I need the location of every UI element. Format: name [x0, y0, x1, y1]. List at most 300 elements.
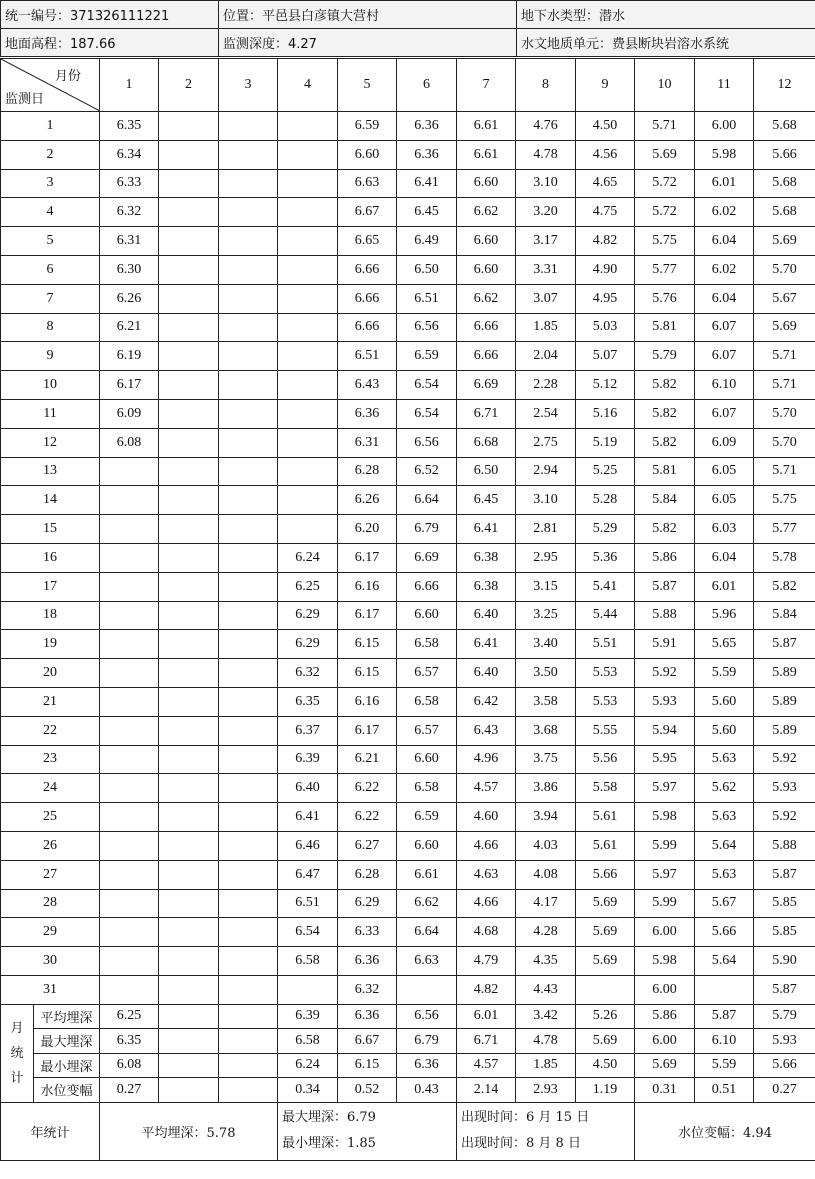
depth-cell: 5.77 — [635, 255, 695, 284]
depth-cell: 6.79 — [397, 515, 457, 544]
depth-cell: 6.36 — [397, 140, 457, 169]
depth-cell: 6.58 — [397, 774, 457, 803]
depth-cell — [278, 515, 338, 544]
depth-cell: 5.82 — [754, 572, 815, 601]
depth-cell — [159, 601, 219, 630]
depth-cell — [219, 803, 278, 832]
depth-cell — [219, 371, 278, 400]
day-row — [1, 140, 815, 169]
stat-cell: 2.93 — [516, 1078, 576, 1103]
depth-cell: 6.62 — [397, 889, 457, 918]
stat-cell: 0.52 — [338, 1078, 397, 1103]
depth-cell: 5.66 — [695, 918, 754, 947]
depth-cell — [278, 140, 338, 169]
depth-cell: 5.98 — [635, 947, 695, 976]
depth-cell — [159, 255, 219, 284]
depth-cell: 6.31 — [338, 428, 397, 457]
depth-cell: 5.70 — [754, 428, 815, 457]
depth-cell: 5.92 — [635, 659, 695, 688]
depth-cell: 6.50 — [397, 255, 457, 284]
depth-cell: 6.00 — [635, 975, 695, 1004]
depth-cell — [219, 975, 278, 1004]
depth-cell: 6.34 — [100, 140, 159, 169]
depth-cell — [219, 140, 278, 169]
day-row — [1, 630, 815, 659]
stat-cell: 0.31 — [635, 1078, 695, 1103]
depth-cell: 6.66 — [457, 313, 516, 342]
day-number: 21 — [1, 687, 100, 716]
day-number: 13 — [1, 457, 100, 486]
monthly-stat-row — [1, 1004, 815, 1029]
depth-cell: 6.60 — [338, 140, 397, 169]
depth-cell: 5.07 — [576, 342, 635, 371]
annual-occurrence-times — [457, 1102, 635, 1160]
depth-cell — [278, 284, 338, 313]
depth-cell: 5.63 — [695, 745, 754, 774]
stat-cell: 5.66 — [754, 1053, 815, 1078]
depth-cell: 5.64 — [695, 947, 754, 976]
month-header: 4 — [278, 59, 338, 112]
annual-stat-row — [1, 1102, 815, 1160]
depth-cell: 4.28 — [516, 918, 576, 947]
depth-cell — [219, 457, 278, 486]
depth-cell: 6.45 — [397, 198, 457, 227]
water-type: 地下水类型：潜水 — [517, 1, 815, 29]
annual-min-time: 出现时间：8 月 8 日 — [461, 1136, 581, 1152]
depth-cell — [219, 515, 278, 544]
depth-cell: 6.51 — [397, 284, 457, 313]
depth-cell: 6.29 — [278, 630, 338, 659]
day-row — [1, 428, 815, 457]
depth-cell: 5.91 — [635, 630, 695, 659]
depth-cell: 2.94 — [516, 457, 576, 486]
day-row — [1, 947, 815, 976]
day-row — [1, 774, 815, 803]
day-number: 18 — [1, 601, 100, 630]
depth-cell: 6.28 — [338, 860, 397, 889]
stat-cell: 6.15 — [338, 1053, 397, 1078]
depth-cell: 6.47 — [278, 860, 338, 889]
depth-cell: 4.66 — [457, 831, 516, 860]
depth-cell: 5.82 — [635, 428, 695, 457]
day-row — [1, 255, 815, 284]
depth-cell — [100, 803, 159, 832]
monthly-stats-label — [1, 1004, 34, 1102]
stat-cell: 5.86 — [635, 1004, 695, 1029]
depth-cell: 6.58 — [278, 947, 338, 976]
depth-cell — [219, 745, 278, 774]
monthly-stats-label-char: 月 — [10, 1020, 24, 1036]
day-number: 22 — [1, 716, 100, 745]
depth-cell: 6.41 — [457, 630, 516, 659]
day-row — [1, 572, 815, 601]
depth-cell — [219, 399, 278, 428]
depth-cell: 6.60 — [457, 169, 516, 198]
depth-cell: 5.69 — [635, 140, 695, 169]
depth-cell: 6.28 — [338, 457, 397, 486]
stat-cell: 0.34 — [278, 1078, 338, 1103]
depth-cell: 6.01 — [695, 169, 754, 198]
depth-cell: 5.79 — [635, 342, 695, 371]
depth-cell: 5.87 — [754, 630, 815, 659]
monthly-stat-row — [1, 1053, 815, 1078]
depth-cell: 6.54 — [278, 918, 338, 947]
stat-cell: 5.79 — [754, 1004, 815, 1029]
depth-cell: 5.66 — [754, 140, 815, 169]
stat-cell: 0.43 — [397, 1078, 457, 1103]
depth-cell — [159, 716, 219, 745]
depth-cell: 5.68 — [754, 112, 815, 141]
stat-cell — [219, 1078, 278, 1103]
depth-cell — [219, 687, 278, 716]
month-header: 6 — [397, 59, 457, 112]
depth-cell: 4.63 — [457, 860, 516, 889]
depth-cell: 6.62 — [457, 198, 516, 227]
depth-cell: 5.71 — [754, 342, 815, 371]
depth-cell — [278, 112, 338, 141]
depth-cell — [100, 630, 159, 659]
depth-cell: 6.27 — [338, 831, 397, 860]
depth-cell: 5.75 — [635, 227, 695, 256]
depth-cell: 5.84 — [754, 601, 815, 630]
depth-cell: 5.69 — [754, 227, 815, 256]
depth-cell: 5.90 — [754, 947, 815, 976]
annual-max-time: 出现时间：6 月 15 日 — [461, 1110, 590, 1126]
depth-cell — [278, 313, 338, 342]
depth-cell: 3.10 — [516, 169, 576, 198]
stat-label: 水位变幅 — [34, 1078, 100, 1103]
depth-cell: 5.53 — [576, 687, 635, 716]
depth-cell — [219, 831, 278, 860]
depth-cell: 6.66 — [397, 572, 457, 601]
depth-cell: 5.12 — [576, 371, 635, 400]
stat-cell: 5.93 — [754, 1029, 815, 1054]
depth-cell: 6.58 — [397, 687, 457, 716]
annual-range: 水位变幅：4.94 — [635, 1102, 815, 1160]
depth-cell — [159, 630, 219, 659]
stat-cell: 6.35 — [100, 1029, 159, 1054]
depth-cell — [219, 630, 278, 659]
depth-cell: 6.62 — [457, 284, 516, 313]
depth-cell: 5.99 — [635, 831, 695, 860]
day-number: 16 — [1, 543, 100, 572]
day-row — [1, 342, 815, 371]
depth-cell — [100, 687, 159, 716]
day-row — [1, 687, 815, 716]
depth-cell — [159, 342, 219, 371]
depth-cell: 3.75 — [516, 745, 576, 774]
stat-cell: 6.01 — [457, 1004, 516, 1029]
depth-cell: 4.57 — [457, 774, 516, 803]
day-number: 7 — [1, 284, 100, 313]
day-number: 6 — [1, 255, 100, 284]
depth-cell: 5.75 — [754, 486, 815, 515]
stat-cell: 0.27 — [754, 1078, 815, 1103]
stat-cell — [219, 1004, 278, 1029]
month-header: 5 — [338, 59, 397, 112]
depth-cell: 4.56 — [576, 140, 635, 169]
depth-cell: 5.95 — [635, 745, 695, 774]
depth-cell: 6.07 — [695, 399, 754, 428]
depth-cell: 5.44 — [576, 601, 635, 630]
depth-cell — [159, 313, 219, 342]
depth-cell: 4.79 — [457, 947, 516, 976]
depth-cell: 6.69 — [457, 371, 516, 400]
depth-cell: 3.10 — [516, 486, 576, 515]
day-row — [1, 975, 815, 1004]
depth-cell — [278, 227, 338, 256]
stat-cell: 6.58 — [278, 1029, 338, 1054]
water-depth-table — [0, 58, 815, 1161]
day-row — [1, 659, 815, 688]
day-row — [1, 860, 815, 889]
depth-cell — [219, 774, 278, 803]
depth-cell — [159, 515, 219, 544]
depth-cell — [100, 572, 159, 601]
depth-cell: 6.63 — [338, 169, 397, 198]
depth-cell: 6.40 — [457, 601, 516, 630]
depth-cell: 6.66 — [338, 284, 397, 313]
depth-cell: 5.93 — [754, 774, 815, 803]
depth-cell: 6.59 — [397, 342, 457, 371]
stat-cell: 6.36 — [397, 1053, 457, 1078]
depth-cell: 5.88 — [635, 601, 695, 630]
day-number: 11 — [1, 399, 100, 428]
depth-cell: 4.35 — [516, 947, 576, 976]
depth-cell — [159, 457, 219, 486]
depth-cell: 5.99 — [635, 889, 695, 918]
depth-cell: 6.08 — [100, 428, 159, 457]
depth-cell: 6.57 — [397, 659, 457, 688]
depth-cell: 5.60 — [695, 687, 754, 716]
depth-cell: 6.32 — [278, 659, 338, 688]
depth-cell — [278, 399, 338, 428]
day-row — [1, 371, 815, 400]
depth-cell: 5.66 — [576, 860, 635, 889]
depth-cell: 6.66 — [338, 313, 397, 342]
depth-cell: 4.43 — [516, 975, 576, 1004]
depth-cell: 5.28 — [576, 486, 635, 515]
station-id: 统一编号：371326111221 — [1, 1, 219, 29]
day-row — [1, 716, 815, 745]
depth-cell — [159, 486, 219, 515]
day-number: 8 — [1, 313, 100, 342]
depth-cell: 5.71 — [754, 371, 815, 400]
depth-cell: 2.95 — [516, 543, 576, 572]
day-number: 17 — [1, 572, 100, 601]
stat-cell: 5.26 — [576, 1004, 635, 1029]
depth-cell: 6.22 — [338, 774, 397, 803]
depth-cell — [159, 399, 219, 428]
depth-cell: 5.03 — [576, 313, 635, 342]
depth-cell: 6.21 — [338, 745, 397, 774]
depth-cell: 6.02 — [695, 255, 754, 284]
depth-cell: 5.98 — [695, 140, 754, 169]
depth-cell: 5.70 — [754, 255, 815, 284]
day-number: 29 — [1, 918, 100, 947]
depth-cell: 6.50 — [457, 457, 516, 486]
depth-cell: 5.82 — [635, 515, 695, 544]
depth-cell: 6.37 — [278, 716, 338, 745]
depth-cell: 5.78 — [754, 543, 815, 572]
depth-cell: 6.43 — [338, 371, 397, 400]
depth-cell: 6.29 — [278, 601, 338, 630]
day-number: 24 — [1, 774, 100, 803]
depth-cell — [100, 918, 159, 947]
depth-cell: 5.87 — [635, 572, 695, 601]
depth-cell — [278, 198, 338, 227]
depth-cell: 3.50 — [516, 659, 576, 688]
ground-elevation: 地面高程：187.66 — [1, 29, 219, 57]
depth-cell: 6.07 — [695, 313, 754, 342]
depth-cell: 6.22 — [338, 803, 397, 832]
day-row — [1, 399, 815, 428]
depth-cell: 4.65 — [576, 169, 635, 198]
day-number: 1 — [1, 112, 100, 141]
depth-cell: 6.61 — [397, 860, 457, 889]
depth-cell — [100, 975, 159, 1004]
depth-cell — [397, 975, 457, 1004]
depth-cell — [100, 515, 159, 544]
depth-cell: 6.66 — [457, 342, 516, 371]
depth-cell: 6.01 — [695, 572, 754, 601]
depth-cell: 4.08 — [516, 860, 576, 889]
depth-cell: 6.60 — [397, 831, 457, 860]
depth-cell: 6.36 — [397, 112, 457, 141]
depth-cell: 5.70 — [754, 399, 815, 428]
depth-cell: 4.82 — [576, 227, 635, 256]
depth-cell: 3.31 — [516, 255, 576, 284]
depth-cell: 6.61 — [457, 112, 516, 141]
day-number: 15 — [1, 515, 100, 544]
depth-cell: 6.35 — [100, 112, 159, 141]
day-number: 9 — [1, 342, 100, 371]
stat-cell — [159, 1004, 219, 1029]
depth-cell: 5.92 — [754, 745, 815, 774]
depth-cell: 6.29 — [338, 889, 397, 918]
stat-cell: 6.00 — [635, 1029, 695, 1054]
depth-cell — [219, 947, 278, 976]
depth-cell — [159, 659, 219, 688]
depth-cell: 6.64 — [397, 918, 457, 947]
depth-cell: 5.85 — [754, 889, 815, 918]
depth-cell: 6.40 — [457, 659, 516, 688]
depth-cell: 5.69 — [576, 947, 635, 976]
depth-cell: 6.65 — [338, 227, 397, 256]
depth-cell: 5.89 — [754, 659, 815, 688]
depth-cell: 5.69 — [576, 889, 635, 918]
depth-cell — [219, 659, 278, 688]
depth-cell: 5.61 — [576, 803, 635, 832]
depth-cell: 6.17 — [100, 371, 159, 400]
depth-cell — [159, 774, 219, 803]
day-number: 19 — [1, 630, 100, 659]
depth-cell: 5.67 — [695, 889, 754, 918]
depth-cell: 6.41 — [397, 169, 457, 198]
depth-cell: 4.95 — [576, 284, 635, 313]
depth-cell: 6.69 — [397, 543, 457, 572]
depth-cell: 5.89 — [754, 716, 815, 745]
depth-cell — [219, 716, 278, 745]
depth-cell: 6.57 — [397, 716, 457, 745]
depth-cell: 3.15 — [516, 572, 576, 601]
stat-cell: 6.36 — [338, 1004, 397, 1029]
day-number: 2 — [1, 140, 100, 169]
depth-cell: 6.59 — [397, 803, 457, 832]
depth-cell — [219, 486, 278, 515]
depth-cell — [695, 975, 754, 1004]
depth-cell: 6.15 — [338, 630, 397, 659]
depth-cell — [159, 371, 219, 400]
depth-cell: 3.58 — [516, 687, 576, 716]
depth-cell — [278, 975, 338, 1004]
depth-cell: 6.60 — [397, 601, 457, 630]
depth-cell: 3.07 — [516, 284, 576, 313]
depth-cell: 6.33 — [100, 169, 159, 198]
annual-max-depth: 最大埋深：6.79 — [282, 1110, 376, 1126]
depth-cell: 6.17 — [338, 601, 397, 630]
stat-cell — [219, 1053, 278, 1078]
depth-cell: 6.43 — [457, 716, 516, 745]
depth-cell — [219, 198, 278, 227]
depth-cell: 6.21 — [100, 313, 159, 342]
stat-cell: 1.19 — [576, 1078, 635, 1103]
depth-cell: 5.68 — [754, 169, 815, 198]
depth-cell — [100, 745, 159, 774]
depth-cell: 6.54 — [397, 371, 457, 400]
depth-cell: 5.87 — [754, 975, 815, 1004]
depth-cell: 6.66 — [338, 255, 397, 284]
depth-cell — [159, 947, 219, 976]
depth-cell: 5.69 — [576, 918, 635, 947]
depth-cell: 5.87 — [754, 860, 815, 889]
stat-cell: 5.69 — [576, 1029, 635, 1054]
depth-cell: 5.60 — [695, 716, 754, 745]
depth-cell: 6.03 — [695, 515, 754, 544]
depth-cell — [219, 918, 278, 947]
depth-cell: 5.63 — [695, 860, 754, 889]
depth-cell — [159, 169, 219, 198]
depth-cell — [278, 342, 338, 371]
day-number: 3 — [1, 169, 100, 198]
depth-cell — [159, 198, 219, 227]
depth-cell — [100, 659, 159, 688]
depth-cell — [100, 860, 159, 889]
depth-cell: 6.04 — [695, 227, 754, 256]
month-header: 2 — [159, 59, 219, 112]
depth-cell — [100, 486, 159, 515]
depth-cell — [100, 889, 159, 918]
depth-cell: 5.58 — [576, 774, 635, 803]
stat-cell: 6.39 — [278, 1004, 338, 1029]
depth-cell — [278, 486, 338, 515]
stat-cell: 6.10 — [695, 1029, 754, 1054]
day-number: 31 — [1, 975, 100, 1004]
stat-cell: 6.71 — [457, 1029, 516, 1054]
stat-cell: 6.79 — [397, 1029, 457, 1054]
monthly-stats-label-char: 计 — [10, 1070, 24, 1086]
depth-cell: 4.75 — [576, 198, 635, 227]
depth-cell: 6.64 — [397, 486, 457, 515]
annual-label: 年统计 — [1, 1102, 100, 1160]
depth-cell: 6.32 — [100, 198, 159, 227]
stat-label: 最小埋深 — [34, 1053, 100, 1078]
depth-cell: 4.78 — [516, 140, 576, 169]
depth-cell: 6.49 — [397, 227, 457, 256]
day-number: 10 — [1, 371, 100, 400]
month-header: 3 — [219, 59, 278, 112]
depth-cell: 6.59 — [338, 112, 397, 141]
